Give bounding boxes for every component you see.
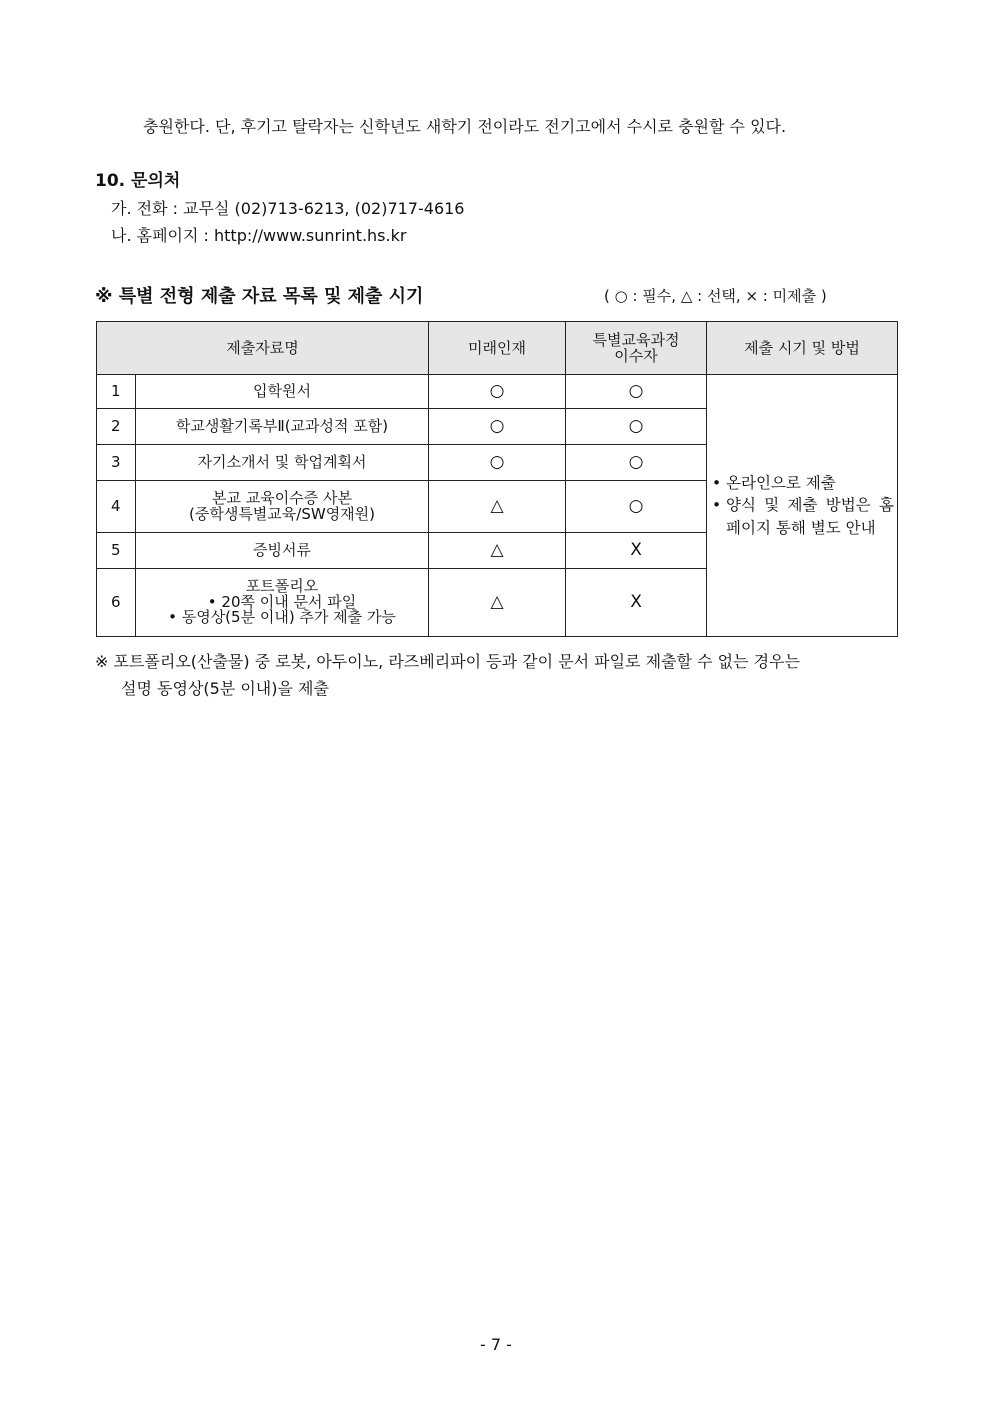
contact-homepage: 나. 홈페이지 : http://www.sunrint.hs.kr	[111, 226, 407, 245]
doc-name	[136, 569, 429, 637]
future-mark: △	[429, 533, 566, 569]
header-doc-name: 제출자료명	[97, 322, 429, 375]
future-mark: ○	[429, 445, 566, 481]
special-mark: X	[566, 533, 707, 569]
symbol-legend: ( ○ : 필수, △ : 선택, × : 미제출 )	[604, 287, 827, 305]
header-future-talent: 미래인재	[429, 322, 566, 375]
contact-phone: 가. 전화 : 교무실 (02)713-6213, (02)717-4616	[111, 199, 465, 218]
method-item: • 온라인으로 제출	[712, 472, 894, 494]
header-special-line1: 특별교육과정	[592, 330, 680, 349]
future-mark: △	[429, 481, 566, 533]
method-item: • 양식 및 제출 방법은 홈페이지 통해 별도 안내	[712, 494, 894, 539]
row-number: 1	[97, 375, 136, 409]
doc-name-line: (중학생특별교육/SW영재원)	[189, 504, 376, 523]
special-mark: ○	[566, 481, 707, 533]
doc-name-line: • 20쪽 이내 문서 파일	[207, 592, 357, 611]
doc-name: 자기소개서 및 학업계획서	[136, 445, 429, 481]
table-row	[97, 375, 898, 409]
submission-method	[707, 375, 898, 637]
doc-name: 증빙서류	[136, 533, 429, 569]
future-mark: ○	[429, 375, 566, 409]
portfolio-note-line1: ※ 포트폴리오(산출물) 중 로봇, 아두이노, 라즈베리파이 등과 같이 문서 파일로 제출할 수 없는 경우는	[95, 652, 800, 671]
row-number: 3	[97, 445, 136, 481]
table-title: ※ 특별 전형 제출 자료 목록 및 제출 시기	[95, 286, 424, 307]
special-mark: ○	[566, 445, 707, 481]
contact-section-title: 10. 문의처	[95, 171, 181, 191]
header-method: 제출 시기 및 방법	[707, 322, 898, 375]
special-mark: ○	[566, 409, 707, 445]
row-number: 6	[97, 569, 136, 637]
doc-name: 학교생활기록부Ⅱ(교과성적 포함)	[136, 409, 429, 445]
doc-name: 입학원서	[136, 375, 429, 409]
row-number: 5	[97, 533, 136, 569]
table-header-row	[97, 322, 898, 375]
doc-name-line: • 동영상(5분 이내) 추가 제출 가능	[168, 608, 396, 627]
doc-name-line: 본교 교육이수증 사본	[212, 488, 352, 507]
special-mark: ○	[566, 375, 707, 409]
header-special-line2: 이수자	[614, 347, 658, 365]
future-mark: ○	[429, 409, 566, 445]
row-number: 4	[97, 481, 136, 533]
doc-name	[136, 481, 429, 533]
submission-table	[96, 321, 898, 637]
portfolio-note-line2: 설명 동영상(5분 이내)을 제출	[121, 679, 329, 698]
page-number: - 7 -	[480, 1335, 512, 1354]
future-mark: △	[429, 569, 566, 637]
row-number: 2	[97, 409, 136, 445]
doc-name-line: 포트폴리오	[245, 576, 319, 595]
special-mark: X	[566, 569, 707, 637]
header-special-course	[566, 322, 707, 375]
intro-paragraph: 충원한다. 단, 후기고 탈락자는 신학년도 새학기 전이라도 전기고에서 수시로 충원할 수 있다.	[143, 117, 787, 136]
